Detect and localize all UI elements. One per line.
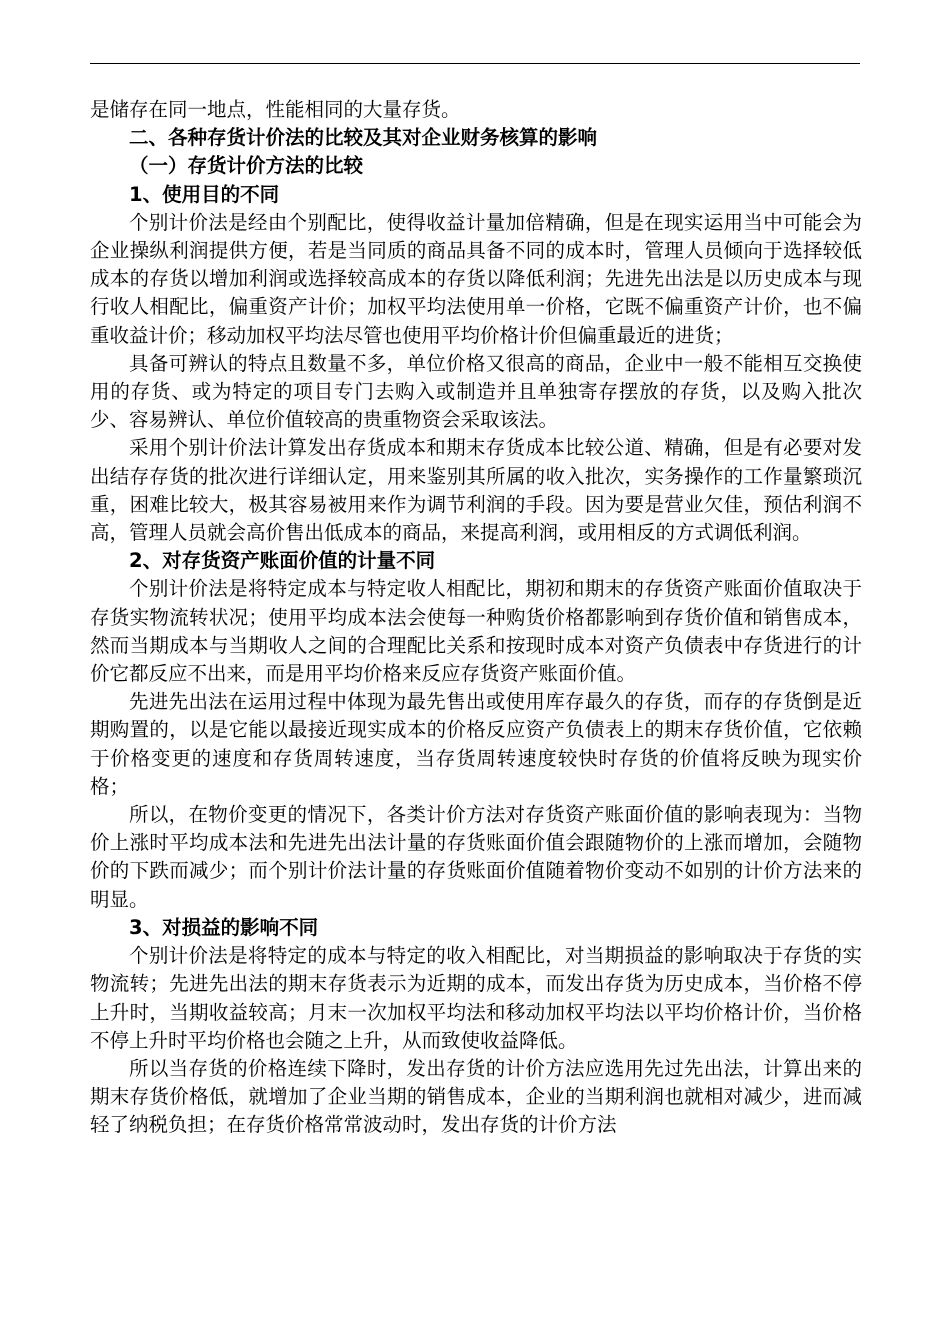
body-paragraph: 先进先出法在运用过程中体现为最先售出或使用库存最久的存货，而存的存货倒是近期购置的，以是它能以最接近现实成本的价格反应资产负债表上的期末存货价值，它依赖于价格变更的速度和存货周转速度，当存货周转速度较快时存货的价值将反映为现实价格； <box>90 690 862 798</box>
point-heading-1: 1、使用目的不同 <box>129 182 280 206</box>
body-paragraph: 具备可辨认的特点且数量不多，单位价格又很高的商品，企业中一般不能相互交换使用的存货、或为特定的项目专门去购入或制造并且单独寄存摆放的存货，以及购入批次少、容易辨认、单位价值较高的贵重物资会采取该法。 <box>90 351 862 432</box>
header-rule <box>90 63 860 64</box>
subsection-heading: （一）存货计价方法的比较 <box>129 154 364 178</box>
body-paragraph: 所以当存货的价格连续下降时，发出存货的计价方法应选用先过先出法，计算出来的期末存货价格低，就增加了企业当期的销售成本，企业的当期利润也就相对减少，进而减轻了纳税负担；在存货价格常常波动时，发出存货的计价方法 <box>90 1056 862 1137</box>
body-paragraph: 所以，在物价变更的情况下，各类计价方法对存货资产账面价值的影响表现为：当物价上涨时平均成本法和先进先出法计量的存货账面价值会跟随物价的上涨而增加，会随物价的下跌而减少；而个别计价法计量的存货账面价值随着物价变动不如别的计价方法来的明显。 <box>90 803 862 911</box>
body-paragraph: 个别计价法是将特定成本与特定收人相配比，期初和期末的存货资产账面价值取决于存货实物流转状况；使用平均成本法会使每一种购货价格都影响到存货价值和销售成本，然而当期成本与当期收人之间的合理配比关系和按现时成本对资产负债表中存货进行的计价它都反应不出来，而是用平均价格来反应存货资产账面价值。 <box>90 577 862 686</box>
continuation-paragraph: 是储存在同一地点，性能相同的大量存货。 <box>90 98 461 121</box>
document-body <box>90 96 862 1140</box>
point-heading-3: 3、对损益的影响不同 <box>129 915 319 939</box>
point-heading-2: 2、对存货资产账面价值的计量不同 <box>129 549 436 573</box>
section-heading: 二、各种存货计价法的比较及其对企业财务核算的影响 <box>129 126 598 150</box>
body-paragraph: 采用个别计价法计算发出存货成本和期末存货成本比较公道、精确，但是有必要对发出结存存货的批次进行详细认定，用来鉴别其所属的收入批次，实务操作的工作量繁琐沉重，困难比较大，极其容易被用来作为调节利润的手段。因为要是营业欠佳，预估利润不高，管理人员就会高价售出低成本的商品，来提高利润，或用相反的方式调低利润。 <box>90 436 862 545</box>
body-paragraph: 个别计价法是将特定的成本与特定的收入相配比，对当期损益的影响取决于存货的实物流转；先进先出法的期末存货表示为近期的成本，而发出存货为历史成本，当价格不停上升时，当期收益较高；月末一次加权平均法和移动加权平均法以平均价格计价，当价格不停上升时平均价格也会随之上升，从而致使收益降低。 <box>90 944 862 1052</box>
body-paragraph: 个别计价法是经由个别配比，使得收益计量加倍精确，但是在现实运用当中可能会为企业操纵利润提供方便，若是当同质的商品具备不同的成本时，管理人员倾向于选择较低成本的存货以增加利润或选择较高成本的存货以降低利润；先进先出法是以历史成本与现行收人相配比，偏重资产计价；加权平均法使用单一价格，它既不偏重资产计价，也不偏重收益计价；移动加权平均法尽管也使用平均价格计价但偏重最近的进货； <box>90 210 862 347</box>
